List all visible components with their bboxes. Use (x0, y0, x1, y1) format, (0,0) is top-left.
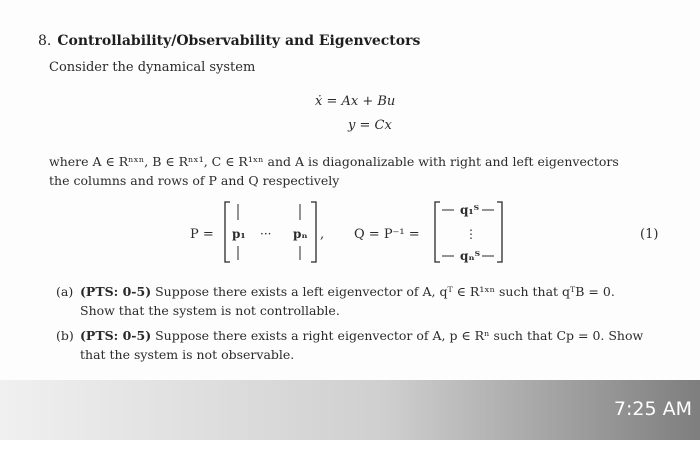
matrix-q-left-bracket (435, 202, 440, 262)
matrix-comma: , (320, 227, 325, 242)
matrix-p-entry-1: p₁ (232, 227, 246, 241)
where-line-2: the columns and rows of P and Q respectively (49, 173, 340, 188)
clock-time: 7:25 AM (613, 398, 692, 420)
screen-shadow-overlay (0, 380, 700, 440)
matrix-q-vdots: ⋮ (465, 227, 477, 241)
part-a-label: (a) (56, 284, 74, 299)
part-a-line-2: Show that the system is not controllable. (80, 303, 340, 318)
matrix-q-right-bracket (497, 202, 502, 262)
matrix-p-label: P = (190, 227, 214, 242)
part-b-label: (b) (56, 328, 74, 343)
part-a-points: (PTS: 0-5) (80, 284, 152, 299)
matrix-svg (170, 198, 670, 268)
matrix-definitions (170, 198, 670, 268)
problem-number: 8. (38, 33, 52, 49)
part-b-line-2: that the system is not observable. (80, 347, 295, 362)
matrix-p-entry-n: pₙ (293, 227, 308, 241)
problem-heading (38, 33, 420, 49)
where-paragraph (49, 152, 619, 190)
matrix-p-right-bracket (311, 202, 316, 262)
part-b-points: (PTS: 0-5) (80, 328, 152, 343)
part-a (56, 282, 615, 320)
intro-text: Consider the dynamical system (49, 60, 256, 75)
part-b-line-1: Suppose there exists a right eigenvector of A, p ∈ Rⁿ such that Cp = 0. Show (155, 328, 644, 343)
matrix-p-dots: ··· (260, 227, 272, 241)
state-equation: ẋ = Ax + Bu (315, 94, 396, 109)
bottom-edge (0, 440, 700, 454)
part-b (56, 326, 643, 364)
output-equation: y = Cx (348, 118, 392, 133)
matrix-p-left-bracket (225, 202, 230, 262)
where-line-1: where A ∈ Rⁿˣⁿ, B ∈ Rⁿˣ¹, C ∈ R¹ˣⁿ and A is diagonalizable with right and left eigenvectors (49, 154, 619, 169)
matrix-q-label: Q = P⁻¹ = (354, 227, 420, 242)
equation-number: (1) (640, 227, 659, 242)
problem-title: Controllability/Observability and Eigenvectors (57, 33, 421, 49)
matrix-q-entry-n: qₙᵀ (460, 249, 481, 263)
matrix-q-entry-1: q₁ᵀ (460, 203, 480, 217)
part-a-line-1: Suppose there exists a left eigenvector of A, qᵀ ∈ R¹ˣⁿ such that qᵀB = 0. (155, 284, 615, 299)
